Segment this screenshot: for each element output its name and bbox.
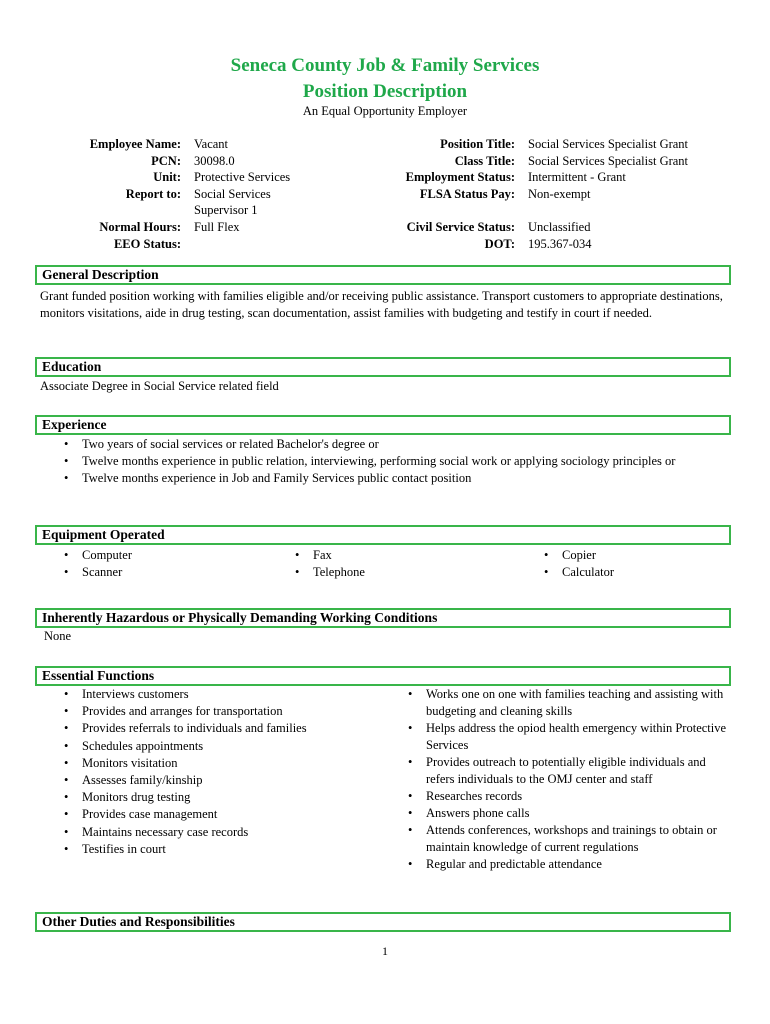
hazardous-text: None [44, 629, 72, 643]
equipment-list-col1 [60, 547, 260, 581]
list-item: • Works one on one with families teaching and assisting with budgeting and cleaning skills [404, 686, 729, 720]
list-item: • Researches records [404, 788, 729, 805]
info-value: Social Services Specialist Grant [528, 137, 689, 151]
experience-list [60, 436, 680, 488]
list-item: • Interviews customers [60, 686, 380, 703]
list-item: • Monitors drug testing [60, 789, 380, 806]
info-value: Unclassified [528, 219, 591, 234]
info-row-dot [0, 236, 688, 253]
list-item: • Provides case management [60, 806, 380, 823]
info-value: Intermittent - Grant [528, 170, 626, 185]
info-row-class-title [0, 153, 688, 170]
info-row-flsa-status [0, 186, 688, 203]
info-row-employment-status [0, 169, 688, 186]
list-item: • Telephone [291, 564, 491, 581]
list-item: • Two years of social services or related Bachelor's degree or [60, 436, 680, 453]
list-item: • Provides outreach to potentially eligible individuals and refers individuals to the OMJ center and staff [404, 754, 729, 788]
section-heading-other-duties: Other Duties and Responsibilities [35, 912, 731, 932]
list-item: • Helps address the opiod health emergency within Protective Services [404, 720, 729, 754]
list-item: • Answers phone calls [404, 805, 729, 822]
list-item: • Twelve months experience in Job and Family Services public contact position [60, 470, 680, 487]
list-item: • Copier [540, 547, 720, 564]
info-label: Position Title: [440, 137, 515, 151]
info-value: 30098.0 [194, 153, 235, 168]
info-value: Non-exempt [528, 186, 591, 201]
section-heading-equipment: Equipment Operated [35, 525, 731, 545]
list-item: • Fax [291, 547, 491, 564]
list-item: • Computer [60, 547, 260, 564]
info-label: Employee Name: [89, 137, 181, 151]
info-label: FLSA Status Pay: [419, 186, 515, 201]
list-item: • Assesses family/kinship [60, 772, 380, 789]
info-label: PCN: [151, 153, 181, 168]
info-label: Unit: [153, 170, 181, 185]
list-item: • Monitors visitation [60, 755, 380, 772]
list-item: • Scanner [60, 564, 260, 581]
section-heading-experience: Experience [35, 415, 731, 435]
list-item: • Maintains necessary case records [60, 824, 380, 841]
section-heading-education: Education [35, 357, 731, 377]
list-item: • Calculator [540, 564, 720, 581]
info-value: 195.367-034 [528, 236, 592, 251]
essential-functions-list-left [60, 686, 380, 858]
section-heading-hazardous-conditions: Inherently Hazardous or Physically Demanding Working Conditions [35, 608, 731, 628]
info-value: Protective Services [194, 170, 291, 185]
info-value: Vacant [194, 137, 229, 151]
info-label: Class Title: [454, 153, 515, 168]
equipment-list-col2 [291, 547, 491, 581]
section-heading-essential-functions: Essential Functions [35, 666, 731, 686]
equipment-list-col3 [540, 547, 720, 581]
info-label: EEO Status: [113, 236, 181, 251]
info-label: Normal Hours: [99, 219, 181, 234]
list-item: • Provides referrals to individuals and families [60, 720, 380, 737]
list-item: • Twelve months experience in public relation, interviewing, performing social work or applying sociology principles or [60, 453, 680, 470]
info-row-civil-service-status [0, 219, 688, 236]
general-description-text: Grant funded position working with families eligible and/or receiving public assistance. Transport customers to appropriate destinations, monitors visitations, aide in drug testing, scan documentation, assist families with budgeting and testify in court if needed. [40, 289, 723, 320]
essential-functions-list-right [404, 686, 729, 873]
list-item: • Testifies in court [60, 841, 380, 858]
subtitle: An Equal Opportunity Employer [302, 104, 468, 118]
list-item: • Provides and arranges for transportation [60, 703, 380, 720]
list-item: • Schedules appointments [60, 738, 380, 755]
org-title: Seneca County Job & Family Services [230, 55, 540, 76]
list-item: • Attends conferences, workshops and trainings to obtain or maintain knowledge of current regulations [404, 822, 729, 856]
section-heading-general-description: General Description [35, 265, 731, 285]
info-label: Employment Status: [405, 170, 515, 185]
info-value: Social Services Specialist Grant [528, 153, 689, 168]
info-value: Social Services Supervisor 1 [194, 186, 271, 218]
list-item: • Regular and predictable attendance [404, 856, 729, 873]
page-number: 1 [382, 944, 388, 958]
education-text: Associate Degree in Social Service related field [40, 379, 279, 393]
right-info-block [0, 136, 688, 252]
document-title: Position Description [302, 81, 468, 102]
info-label: Report to: [125, 186, 181, 201]
info-row-position-title [0, 136, 688, 153]
info-label: Civil Service Status: [406, 219, 515, 234]
info-label: DOT: [484, 236, 515, 251]
info-value: Full Flex [194, 219, 240, 234]
